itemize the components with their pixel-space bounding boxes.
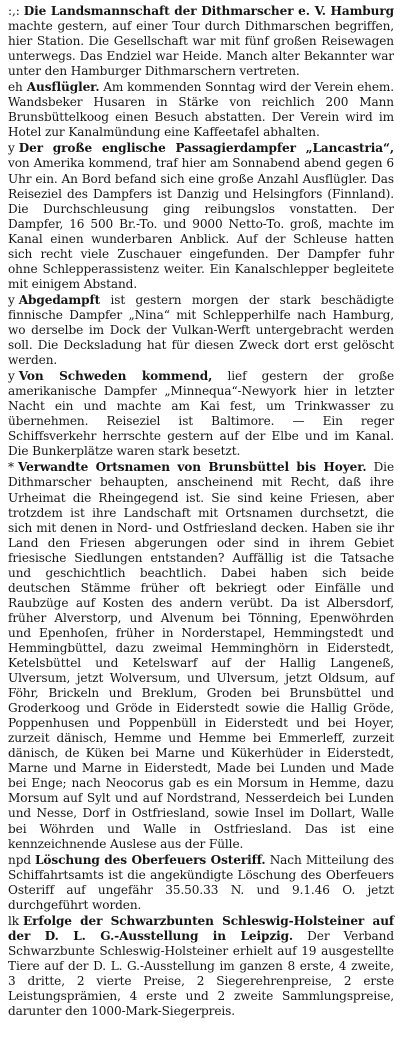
item-text: ist gestern morgen der stark beschädigte finnische Dampfer „Nina“ mit Schlepperhilfe nach Hamburg, wo derselbe im Dock der Vulkan-Werft untergebracht werden soll. Die Decksladung hat für diesen Zweck dort erst gelöscht werden.	[8, 292, 394, 368]
news-item-dithmarscher	[8, 4, 394, 79]
item-headline: Verwandte Ortsnamen von Brunsbüttel bis Hoyer.	[17, 460, 367, 475]
item-headline: Von Schweden kommend,	[18, 369, 213, 384]
item-headline: Löschung des Oberfeuers Osteriff.	[34, 852, 266, 867]
item-headline: Ausflügler.	[26, 80, 100, 95]
item-headline: Die Landsmannschaft der Dithmarscher e. V. Hamburg	[23, 4, 394, 18]
item-kicker: y	[8, 292, 15, 307]
news-item-abgedampft	[8, 293, 394, 368]
item-kicker: eh	[8, 80, 23, 95]
item-headline: Abgedampft	[18, 292, 101, 307]
news-item-schweden	[8, 369, 394, 459]
news-item-lancastria	[8, 141, 394, 291]
news-item-ortsnamen	[8, 460, 394, 851]
item-text: lief gestern der große amerikanische Dampfer „Minnequa“-Newyork hier in letzter Nacht ein und machte am Kai fest, um Trinkwasser zu übernehmen. Reiseziel ist Baltimore. — Ein reger Schiffsverkehr herrschte gestern auf der Elbe und im Kanal. Die Bunkerplätze waren stark besetzt.	[8, 369, 394, 459]
item-kicker: y	[8, 141, 15, 156]
item-text: Die Dithmarscher behaupten, anscheinend mit Recht, daß ihre Urheimat die Rheingegend ist. Sie sind keine Friesen, aber trotzdem ist ihre Landschaft mit Ortsnamen durchsetzt, die sich mit denen in Nord- und Ostfriesland decken. Haben sie ihr Land den Friesen abgerungen oder sind in ihrem Gebiet friesische Siedlungen entstanden? Auffällig ist die Tatsache und geschichtlich beachtlich. Dabei haben sich beide deutschen Stämme früher oft bekriegt oder Einfälle und Raubzüge auf Kosten des andern verübt. Da ist Albersdorf, früher Alverstorp, und Alvenum bei Tönning, Epenwöhrden und Epenhoſen, früher in Norderstapel, Hemmingstedt und Hemmingbüttel, dazu zweimal Hemminghörn in Eiderstedt, Ketelsbüttel und Ketelswarf auf der Hallig Langeneß, Ulversum, jetzt Wolversum, und Ulversum, jetzt Oldsum, auf Föhr, Brickeln und Breklum, Groden bei Brunsbüttel und Groderkoog und Gröde in Eiderstedt sowie die Hallig Gröde, Poppenhusen und Poppenbüll in Eiderstedt und bei Hoyer, zurzeit dänisch, Hemme und Hemme bei Emmerleff, zurzeit dänisch, de Küken bei Marne und Kükerhüder in Eiderstedt, Marne und Marne in Eiderstedt, Made bei Lunden und Made bei Enge; nach Neocorus gab es ein Morsum in Hemme, dazu Morsum auf Sylt und auf Nordstrand, Nesserdeich bei Lunden und Nesse, Dorf in Ostfriesland, sowie Insel im Dollart, Walle bei Wöhrden und Walle in Ostfriesland. Das ist eine kennzeichnende Auslese aus der Fülle.	[8, 460, 394, 851]
item-text: Der Verband Schwarzbunte Schleswig-Holsteiner erhielt auf 19 ausgestellte Tiere auf der D. L. G.-Ausstellung im ganzen 8 erste, 4 zweite, 3 dritte, 2 vierte Preise, 2 Siegerehrenpreise, 2 erste Leistungsprämien, 4 erste und 2 zweite Sammlungspreise, darunter den 1000-Mark-Siegerpreis.	[8, 928, 394, 1019]
item-kicker: lk	[8, 913, 19, 928]
item-text: Nach Mitteilung des Schiffahrtsamts ist die angekündigte Löschung des Oberfeuers Osteriff auf ungefähr 35.50.33 N. und 9.1.46 O. jetzt durchgeführt worden.	[8, 852, 394, 912]
item-headline: Erfolge der Schwarzbunten Schleswig-Holsteiner auf der D. L. G.-Ausstellung in Leipzig.	[8, 913, 394, 943]
news-item-ausfluegler	[8, 80, 394, 140]
news-item-schwarzbunte	[8, 914, 394, 1019]
item-text: Am kommenden Sonntag wird der Verein ehem. Wandsbeker Husaren in Stärke von reichlich 200 Mann Brunsbüttelkoog einen Besuch abstatten. Der Verein wird im Hotel zur Kanalmündung eine Kaffeetafel abhalten.	[8, 80, 395, 140]
item-kicker: npd	[8, 852, 31, 867]
item-text: von Amerika kommend, traf hier am Sonnabend abend gegen 6 Uhr ein. An Bord befand sich eine große Anzahl Ausflügler. Das Reiseziel des Dampfers ist Danzig und Helsingfors (Finnland). Die Durchschleusung ging reibungslos vonstatten. Der Dampfer, 16 500 Br.-To. und 9000 Netto-To. groß, machte im Kanal einen wunderbaren Anblick. Auf der Schleuse hatten sich recht viele Zuschauer eingefunden. Der Dampfer fuhr ohne Schlepperassistenz weiter. Ein Kanalschlepper begleitete mit einigem Abstand.	[8, 156, 394, 291]
item-text: machte gestern, auf einer Tour durch Dithmarschen begriffen, hier Station. Die Gesellschaft war mit fünf großen Reisewagen unterwegs. Das Endziel war Heide. Manch alter Bekannter war unter den Hamburger Dithmarschern vertreten.	[8, 19, 394, 79]
item-kicker: y	[8, 369, 15, 384]
item-headline: Der große englische Passagierdampfer „Lancastria“,	[18, 141, 394, 156]
item-kicker: *	[8, 460, 14, 475]
news-item-oberfeuer	[8, 853, 394, 913]
item-kicker: :,:	[8, 4, 20, 18]
